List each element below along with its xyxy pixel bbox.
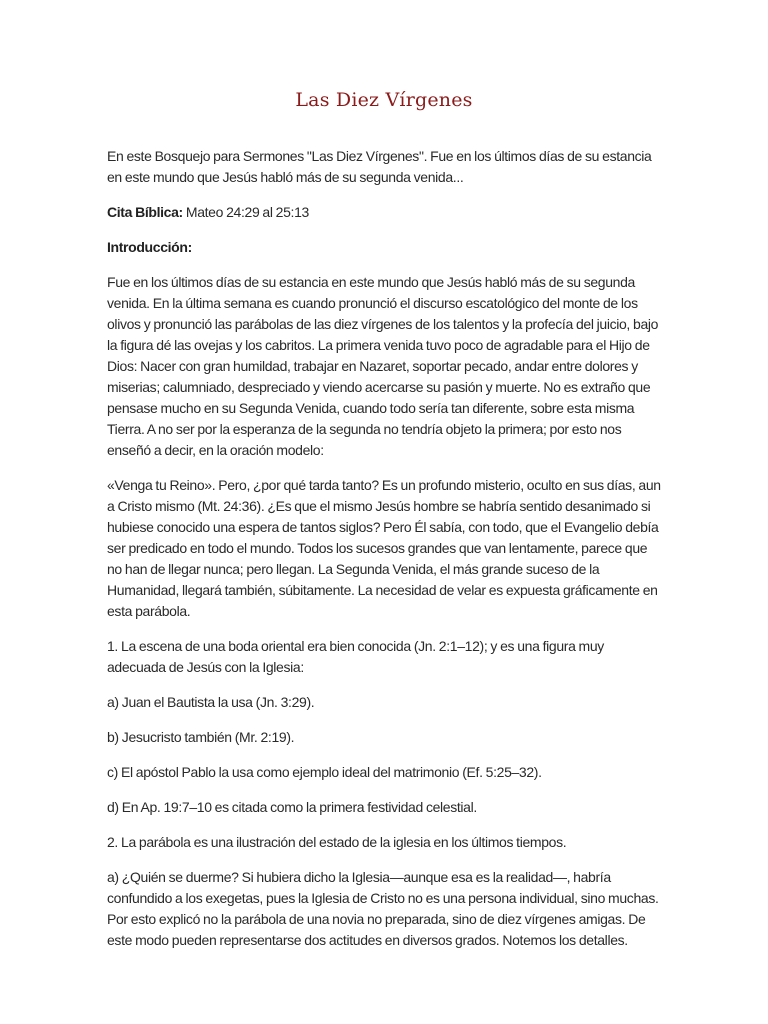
document-title: Las Diez Vírgenes (295, 89, 473, 111)
list-item: c) El apóstol Pablo la usa como ejemplo ideal del matrimonio (Ef. 5:25–32). (107, 764, 542, 780)
body-paragraph: Fue en los últimos días de su estancia en este mundo que Jesús habló más de su segunda venida. En la última semana es cuando pronunció el discurso escatológico del monte de los olivos y pronunció las parábolas de las diez vírgenes de los talentos y la profecía del juicio, bajo la figura dé las ovejas y los cabritos. La primera venida tuvo poco de agradable para el Hijo de Dios: Nacer con gran humildad, trabajar en Nazaret, soportar pecado, andar entre dolores y miserias; calumniado, despreciado y viendo acercarse su pasión y muerte. No es extraño que pensase mucho en su Segunda Venida, cuando todo sería tan diferente, sobre esta misma Tierra. A no ser por la esperanza de la segunda no tendría objeto la primera; por esto nos enseñó a decir, en la oración modelo: (107, 274, 659, 458)
intro-paragraph: En este Bosquejo para Sermones "Las Diez Vírgenes". Fue en los últimos días de su estancia en este mundo que Jesús habló más de su segunda venida... (107, 148, 652, 185)
list-item: a) Juan el Bautista la usa (Jn. 3:29). (107, 694, 315, 710)
introduccion-label: Introducción: (107, 239, 192, 255)
body-paragraph: «Venga tu Reino». Pero, ¿por qué tarda tanto? Es un profundo misterio, oculto en sus días, aun a Cristo mismo (Mt. 24:36). ¿Es que el mismo Jesús hombre se habría sentido desanimado si hubiese conocido una espera de tantos siglos? Pero Él sabía, con todo, que el Evangelio debía ser predicado en todo el mundo. Todos los sucesos grandes que van lentamente, parece que no han de llegar nunca; pero llegan. La Segunda Venida, el más grande suceso de la Humanidad, llegará también, súbitamente. La necesidad de velar es expuesta gráficamente en esta parábola. (107, 477, 661, 619)
body-paragraph: 1. La escena de una boda oriental era bien conocida (Jn. 2:1–12); y es una figura muy adecuada de Jesús con la Iglesia: (107, 638, 604, 675)
document-body (107, 146, 663, 965)
list-item: d) En Ap. 19:7–10 es citada como la primera festividad celestial. (107, 799, 477, 815)
introduccion-heading (107, 237, 663, 258)
cita-biblica-label: Cita Bíblica: (107, 204, 183, 220)
cita-biblica-line (107, 202, 663, 223)
body-paragraph: 2. La parábola es una ilustración del estado de la iglesia en los últimos tiempos. (107, 834, 567, 850)
body-paragraph: a) ¿Quién se duerme? Si hubiera dicho la Iglesia—aunque esa es la realidad—, habría confundido a los exegetas, pues la Iglesia de Cristo no es una persona individual, sino muchas. Por esto explicó no la parábola de una novia no preparada, sino de diez vírgenes amigas. De este modo pueden representarse dos actitudes en diversos grados. Notemos los detalles. (107, 869, 659, 948)
list-item: b) Jesucristo también (Mr. 2:19). (107, 729, 295, 745)
cita-biblica-value: Mateo 24:29 al 25:13 (182, 204, 309, 220)
